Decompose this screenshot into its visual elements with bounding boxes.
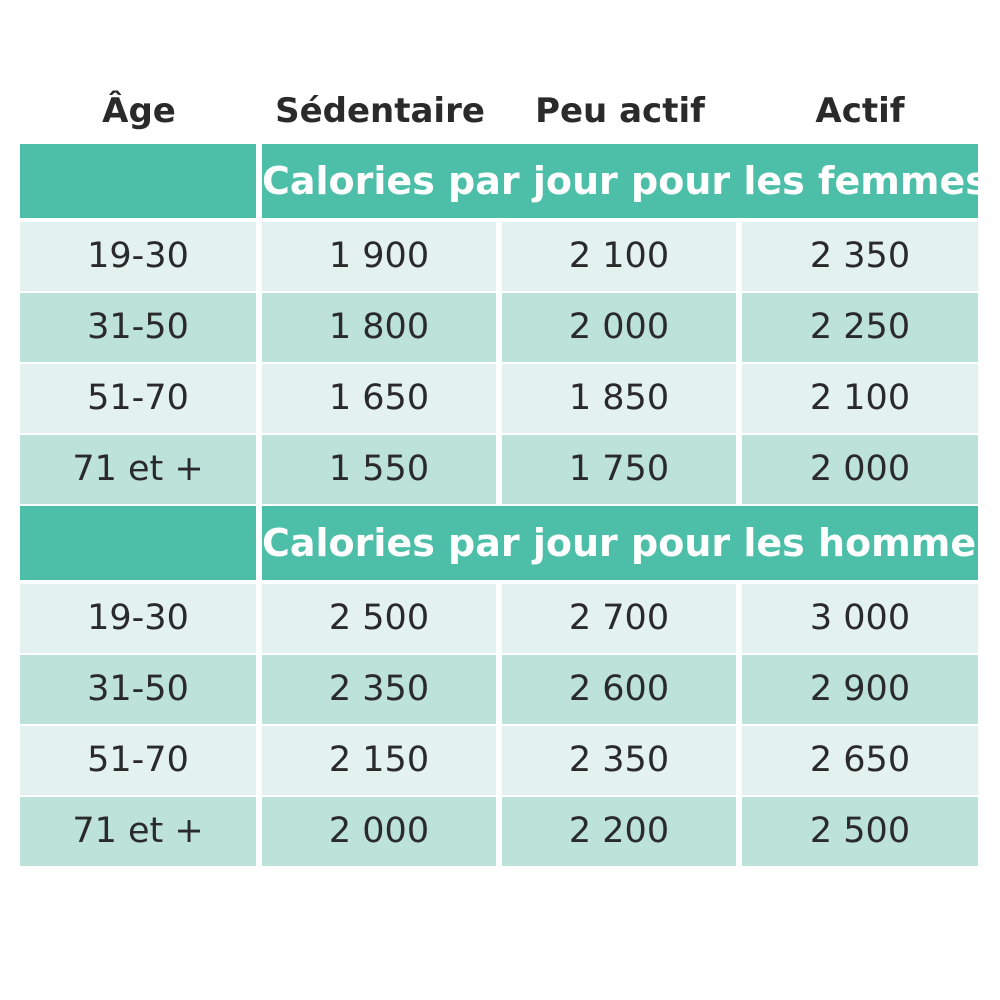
header-age: Âge <box>102 91 176 131</box>
header-actif: Actif <box>815 91 905 131</box>
sedentaire-cell: 2 000 <box>262 797 496 866</box>
header-sedentaire: Sédentaire <box>275 91 485 131</box>
sedentaire-cell: 2 150 <box>262 726 496 795</box>
peu-actif-cell: 2 350 <box>502 726 736 795</box>
column-header-row <box>20 80 978 142</box>
age-cell: 31-50 <box>20 655 256 724</box>
sedentaire-cell: 1 550 <box>262 435 496 504</box>
table-row <box>20 655 978 724</box>
section-band-spacer <box>20 506 256 580</box>
actif-cell: 3 000 <box>742 584 978 653</box>
table-row <box>20 797 978 866</box>
header-peu-actif: Peu actif <box>535 91 705 131</box>
section-band-hommes <box>20 506 999 580</box>
actif-cell: 2 350 <box>742 222 978 291</box>
age-cell: 19-30 <box>20 222 256 291</box>
age-cell: 71 et + <box>20 797 256 866</box>
actif-cell: 2 000 <box>742 435 978 504</box>
age-cell: 31-50 <box>20 293 256 362</box>
peu-actif-cell: 2 700 <box>502 584 736 653</box>
age-cell: 51-70 <box>20 726 256 795</box>
table-row <box>20 435 978 504</box>
table-row <box>20 364 978 433</box>
actif-cell: 2 900 <box>742 655 978 724</box>
peu-actif-cell: 1 850 <box>502 364 736 433</box>
actif-cell: 2 100 <box>742 364 978 433</box>
section-title-femmes: Calories par jour pour les femmes <box>262 144 978 218</box>
actif-cell: 2 250 <box>742 293 978 362</box>
section-band-femmes <box>20 144 988 218</box>
table-row <box>20 726 978 795</box>
age-cell: 71 et + <box>20 435 256 504</box>
peu-actif-cell: 2 600 <box>502 655 736 724</box>
peu-actif-cell: 2 100 <box>502 222 736 291</box>
age-cell: 19-30 <box>20 584 256 653</box>
sedentaire-cell: 1 800 <box>262 293 496 362</box>
peu-actif-cell: 2 200 <box>502 797 736 866</box>
sedentaire-cell: 1 900 <box>262 222 496 291</box>
peu-actif-cell: 2 000 <box>502 293 736 362</box>
actif-cell: 2 650 <box>742 726 978 795</box>
peu-actif-cell: 1 750 <box>502 435 736 504</box>
table-row <box>20 293 978 362</box>
table-row <box>20 222 978 291</box>
section-band-spacer <box>20 144 256 218</box>
table-row <box>20 584 978 653</box>
calorie-table <box>20 144 999 868</box>
sedentaire-cell: 2 350 <box>262 655 496 724</box>
actif-cell: 2 500 <box>742 797 978 866</box>
age-cell: 51-70 <box>20 364 256 433</box>
sedentaire-cell: 2 500 <box>262 584 496 653</box>
sedentaire-cell: 1 650 <box>262 364 496 433</box>
section-title-hommes: Calories par jour pour les hommes <box>262 506 978 580</box>
